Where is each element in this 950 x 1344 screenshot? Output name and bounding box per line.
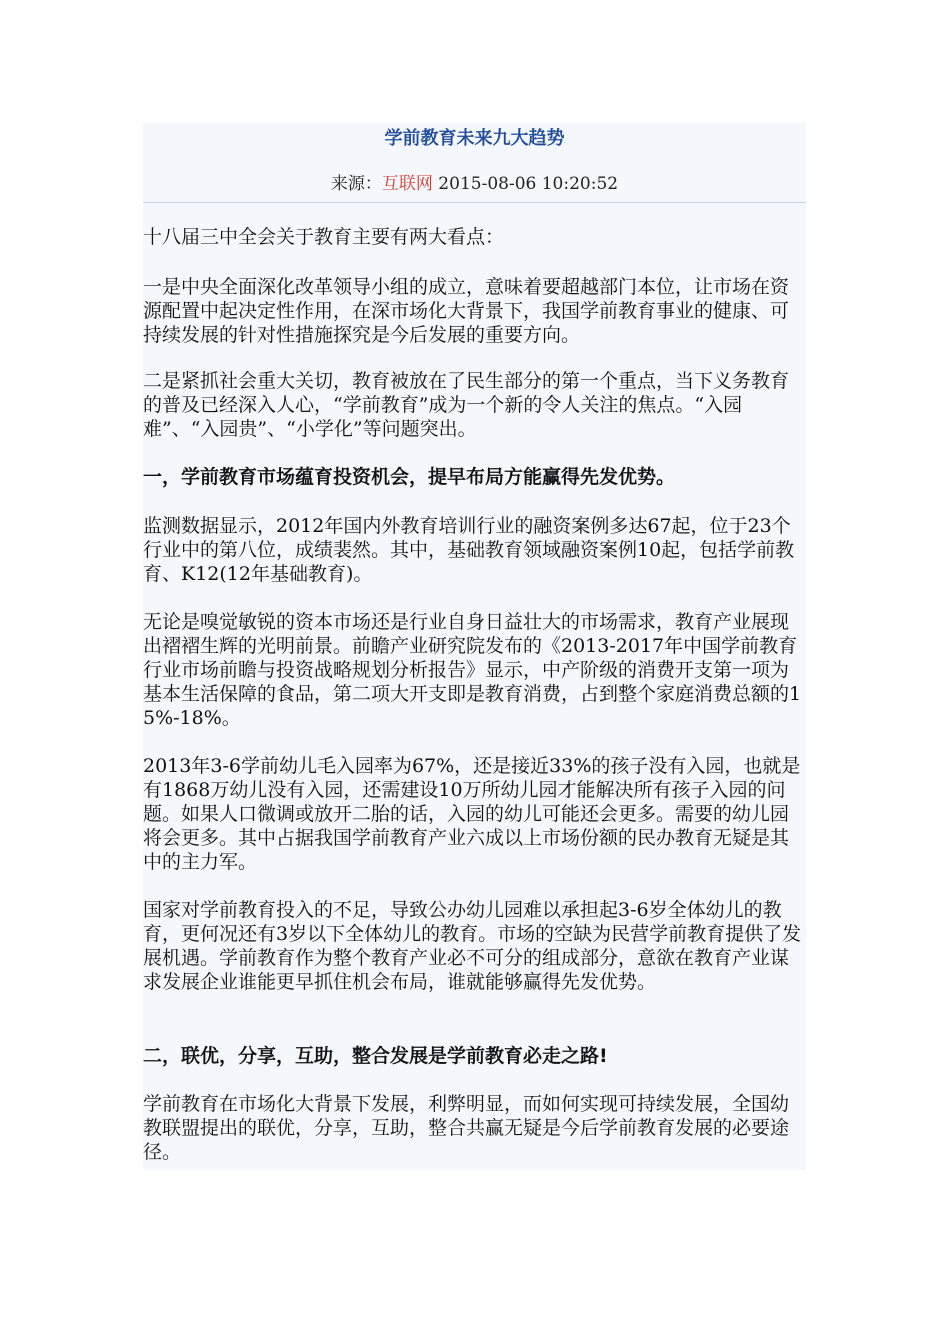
article-title: 学前教育未来九大趋势 bbox=[384, 128, 565, 149]
paragraph-sustainable-development: 学前教育在市场化大背景下发展，利弊明显，而如何实现可持续发展，全国幼教联盟提出的联优，分享，互助，整合共赢无疑是今后学前教育发展的必要途径。 bbox=[143, 1093, 790, 1163]
paragraph-enrollment-rate: 2013年3-6学前幼儿毛入园率为67%，还是接近33%的孩子没有入园，也就是有1868万幼儿没有入园，还需建设10万所幼儿园才能解决所有孩子入园的问题。如果人口微调或放开二胎的话，入园的幼儿可能还会更多。需要的幼儿园将会更多。其中占据我国学前教育产业六成以上市场份额的民办教育无疑是其中的主力军。 bbox=[143, 755, 801, 873]
paragraph-investment-gap: 国家对学前教育投入的不足，导致公办幼儿园难以承担起3-6岁全体幼儿的教育，更何况还有3岁以下全体幼儿的教育。市场的空缺为民营学前教育提供了发展机遇。学前教育作为整个教育产业必不可分的组成部分，意欲在教育产业谋求发展企业谁能更早抓住机会布局，谁就能够赢得先发优势。 bbox=[143, 899, 802, 993]
paragraph-intro: 十八届三中全会关于教育主要有两大看点： bbox=[143, 226, 505, 248]
paragraph-market-outlook: 无论是嗅觉敏锐的资本市场还是行业自身日益壮大的市场需求，教育产业展现出褶褶生辉的光明前景。前瞻产业研究院发布的《2013-2017年中国学前教育行业市场前瞻与投资战略规划分析报告》显示，中产阶级的消费开支第一项为基本生活保障的食品，第二项大开支即是教育消费，占到整个家庭消费总额的15%-18%。 bbox=[143, 611, 802, 729]
paragraph-financing-data: 监测数据显示，2012年国内外教育培训行业的融资案例多达67起，位于23个行业中的第八位，成绩裴然。其中，基础教育领域融资案例10起，包括学前教育、K12(12年基础教育)。 bbox=[143, 515, 795, 585]
section-heading-one: 一，学前教育市场蕴育投资机会，提早布局方能赢得先发优势。 bbox=[143, 466, 676, 488]
source-label: 来源： bbox=[330, 174, 382, 194]
article-meta bbox=[143, 170, 806, 198]
publish-datetime: 2015-08-06 10:20:52 bbox=[432, 174, 619, 194]
paragraph-point-two: 二是紧抓社会重大关切，教育被放在了民生部分的第一个重点，当下义务教育的普及已经深入人心，“学前教育”成为一个新的令人关注的焦点。“入园难”、“入园贵”、“小学化”等问题突出。 bbox=[143, 370, 790, 440]
paragraph-point-one: 一是中央全面深化改革领导小组的成立，意味着要超越部门本位，让市场在资源配置中起决定性作用，在深市场化大背景下，我国学前教育事业的健康、可持续发展的针对性措施探究是今后发展的重要方向。 bbox=[143, 276, 790, 346]
section-heading-two: 二，联优，分享，互助，整合发展是学前教育必走之路! bbox=[143, 1045, 608, 1067]
source-link[interactable]: 互联网 bbox=[381, 174, 433, 194]
meta-divider bbox=[143, 202, 806, 203]
article-panel bbox=[143, 122, 806, 1170]
